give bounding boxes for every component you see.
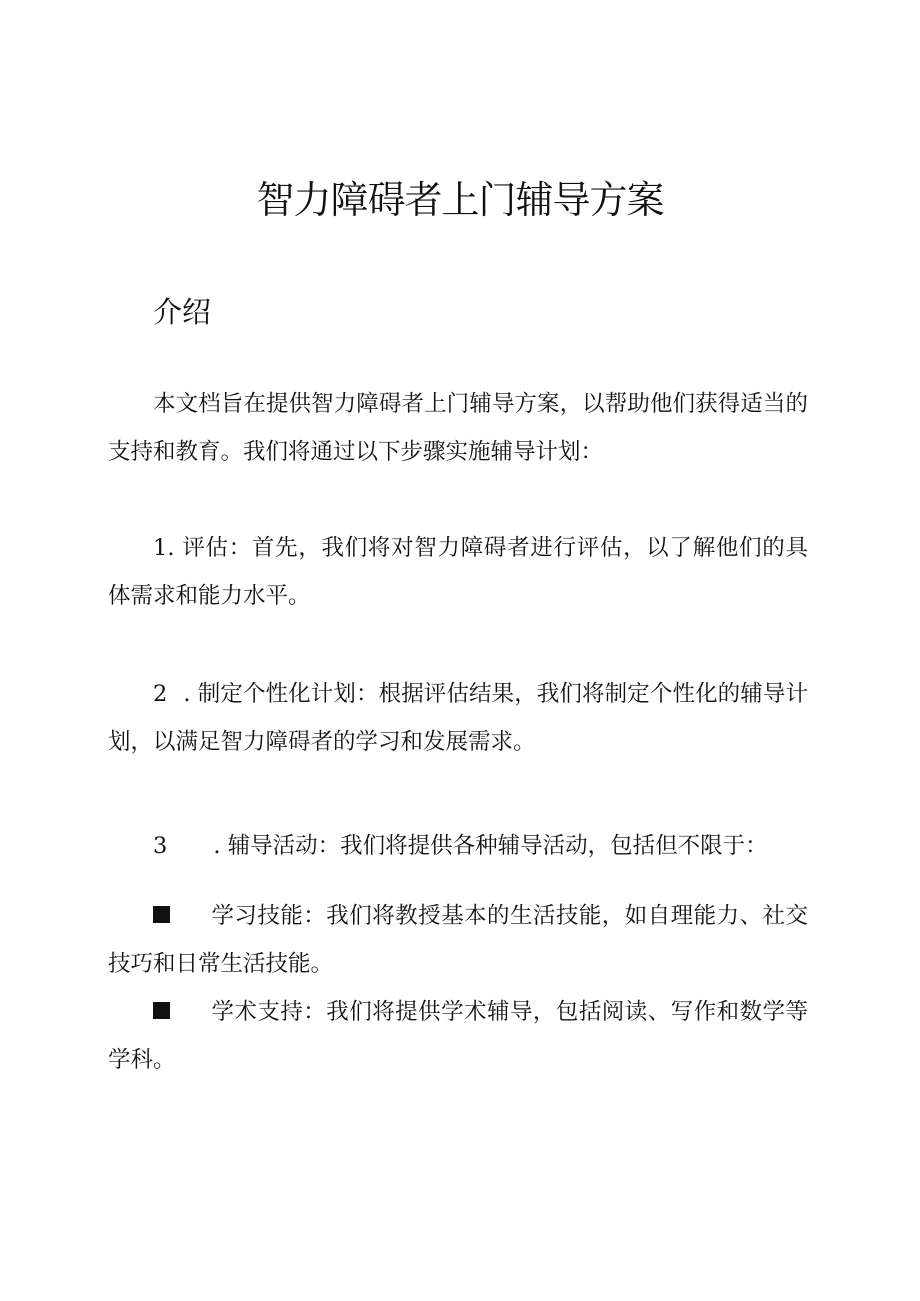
section-heading: 介绍: [153, 295, 212, 329]
bullet-item: [108, 892, 808, 988]
step-text: . 辅导活动：我们将提供各种辅导活动，包括但不限于：: [213, 833, 768, 859]
square-bullet-icon: [153, 1002, 170, 1019]
step-number: 1: [153, 535, 168, 561]
bullet-item: [108, 988, 808, 1084]
bullet-text: 学习技能：我们将教授基本的生活技能，如自理能力、社交技巧和日常生活技能。: [108, 903, 808, 977]
document-title: 智力障碍者上门辅导方案: [256, 178, 664, 222]
step-item: [108, 822, 808, 870]
bullet-text: 学术支持：我们将提供学术辅导，包括阅读、写作和数学等学科。: [108, 999, 808, 1073]
step-item: [108, 524, 808, 620]
square-bullet-icon: [153, 906, 170, 923]
intro-paragraph: 本文档旨在提供智力障碍者上门辅导方案，以帮助他们获得适当的支持和教育。我们将通过以下步骤实施辅导计划：: [108, 391, 808, 465]
step-item: [108, 670, 808, 766]
step-number: 2: [153, 681, 168, 707]
step-number: 3: [153, 833, 168, 859]
step-text: . 评估：首先，我们将对智力障碍者进行评估，以了解他们的具体需求和能力水平。: [108, 535, 808, 609]
step-text: . 制定个性化计划：根据评估结果，我们将制定个性化的辅导计划，以满足智力障碍者的学习和发展需求。: [108, 681, 808, 755]
